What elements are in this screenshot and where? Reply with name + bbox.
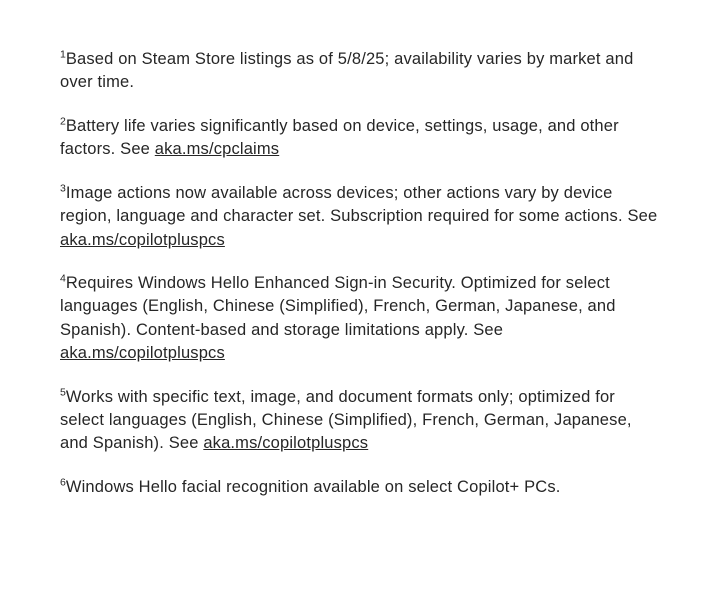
footnote-item: [60, 115, 660, 162]
footnote-text: Requires Windows Hello Enhanced Sign-in Security. Optimized for select languages (English, Chinese (Simplified), French, German, Japanese, and Spanish). Content-based and storage limitations apply. See: [60, 273, 616, 339]
footnote-link[interactable]: aka.ms/copilotpluspcs: [203, 434, 369, 453]
footnote-marker: 1: [60, 48, 66, 61]
footnote-text: Windows Hello facial recognition available on select Copilot+ PCs.: [65, 477, 561, 496]
footnote-link[interactable]: aka.ms/cpclaims: [154, 140, 280, 159]
footnote-text: Battery life varies significantly based on device, settings, usage, and other factors. See: [60, 116, 619, 159]
footnote-link[interactable]: aka.ms/copilotpluspcs: [60, 344, 225, 363]
footnote-list: [60, 48, 660, 499]
footnote-item: [60, 386, 660, 456]
footnote-item: [60, 182, 660, 252]
footnote-text: Based on Steam Store listings as of 5/8/25; availability varies by market and over time.: [60, 50, 634, 92]
footnote-marker: 3: [60, 182, 66, 195]
footnote-text: Works with specific text, image, and document formats only; optimized for select languages (English, Chinese (Simplified), French, German, Japanese, and Spanish). See: [60, 387, 632, 453]
footnote-marker: 4: [60, 272, 66, 285]
footnote-text: Image actions now available across devices; other actions vary by device region, language and character set. Subscription required for some actions. See: [60, 183, 658, 226]
footnote-marker: 2: [60, 115, 66, 128]
footnote-marker: 6: [60, 476, 66, 489]
footnote-item: [60, 48, 660, 95]
footnote-item: [60, 476, 660, 499]
footnote-marker: 5: [60, 386, 66, 399]
footnote-item: [60, 272, 660, 366]
footnote-link[interactable]: aka.ms/copilotpluspcs: [60, 230, 225, 249]
